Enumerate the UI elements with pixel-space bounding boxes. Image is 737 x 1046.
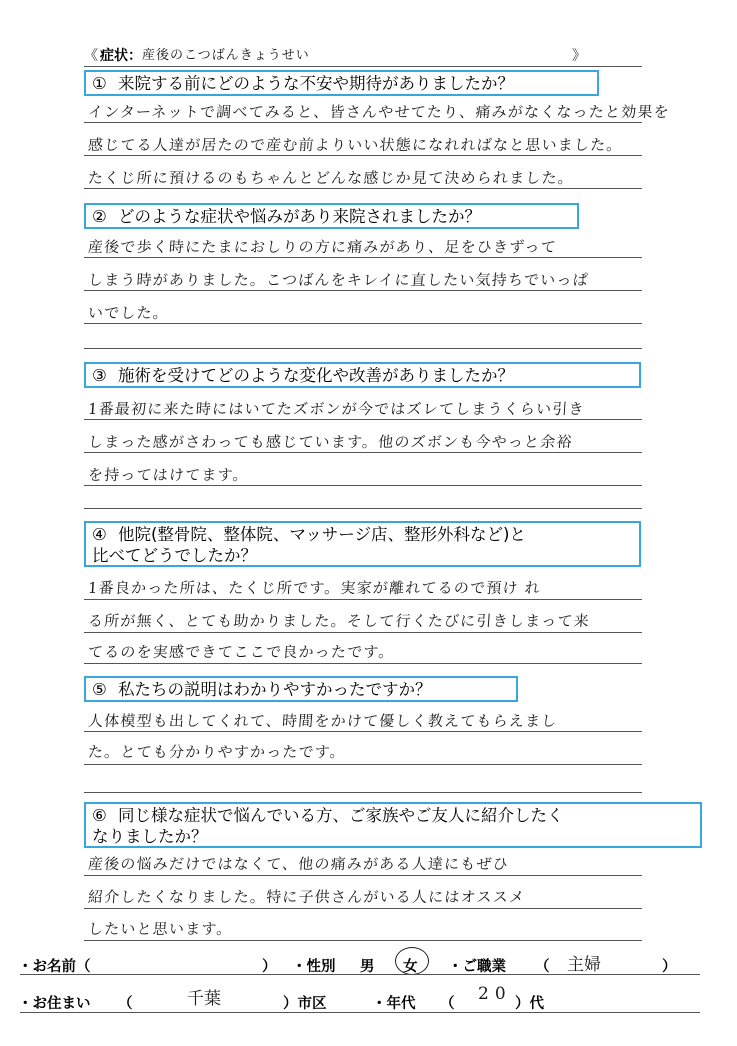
name-close: ） [262,959,277,975]
rule [84,257,642,258]
question-text: どのような症状や悩みがあり来院されましたか？ [118,207,481,226]
rule [84,663,642,664]
symptom-value: 産後のこつばんきょうせい [142,48,310,63]
gender-male: 男 [360,959,375,975]
job-open: （ [535,959,550,975]
rule [84,792,642,793]
answer-line: てるのを実感できてここで良かったです。 [87,643,396,661]
rule [84,290,642,291]
rule [84,940,642,941]
answer-line: いでした。 [87,304,170,322]
answer-line: を持ってはけてます。 [87,466,250,484]
answer-line: 紹介したくなりました。特に子供さんがいる人にはオススメ [87,888,526,906]
question-text: 来院する前にどのような不安や期待がありましたか？ [118,74,514,93]
footer-rule [20,1012,700,1013]
rule [84,508,642,509]
gender-label: ・性別 [292,959,336,975]
rule [84,348,642,349]
question-6 [84,802,702,848]
question-number: ⑤ [92,680,107,699]
answer-line: 1番良かった所は、たくじ所です。実家が離れてるので預け れ [87,579,542,597]
address-open: （ [118,996,133,1012]
rule [84,731,642,732]
answer-line: 人体模型も出してくれて、時間をかけて優しく教えてもらえまし [87,712,559,730]
job-close: ） [662,959,677,975]
question-text: 施術を受けてどのような変化や改善がありましたか？ [118,366,514,385]
address-label: ・お住まい [18,996,91,1012]
age-value: 20 [478,984,512,1004]
age-label: ・年代 [372,996,416,1012]
open-bracket: 《 [84,48,98,64]
close-bracket: 》 [572,48,586,64]
gender-female: 女 [403,959,418,975]
question-2 [84,203,579,229]
question-5 [84,676,518,702]
rule [84,599,642,600]
question-number: ① [92,74,107,93]
question-4 [84,521,641,567]
answer-line: 産後の悩みだけではなくて、他の痛みがある人達にもぜひ [87,855,510,873]
question-text: 同じ様な症状で悩んでいる方、ご家族やご友人に紹介したく [118,806,564,825]
rule [84,323,642,324]
question-3 [84,362,641,388]
rule [84,908,642,909]
footer-rule [20,974,700,975]
answer-line: しまった感がさわっても感じています。他のズボンも今やっと余裕 [87,433,574,451]
answer-line: る所が無く、とても助かりました。そして行くたびに引きしまって来 [87,612,591,630]
rule [84,188,642,189]
question-number: ② [92,207,107,226]
answer-line: しまう時がありました。こつばんをキレイに直したい気持ちでいっぱ [87,271,590,289]
question-text: 比べてどうでしたか？ [92,546,257,565]
address-close: ）市区 [283,996,327,1012]
answer-line: 感じてる人達が居たので産む前よりいい状態になれればなと思いました。 [87,136,624,154]
answer-line: た。とても分かりやすかったです。 [87,743,347,761]
question-number: ③ [92,366,107,385]
job-value: 主婦 [567,955,601,975]
job-label: ・ご職業 [448,959,506,975]
age-open: （ [440,996,455,1012]
question-text: なりましたか？ [92,827,208,846]
rule [84,764,642,765]
rule [84,875,642,876]
rule [84,66,642,67]
question-text: 他院(整骨院、整体院、マッサージ店、整形外科など)と [118,525,526,544]
answer-line: したいと思います。 [87,920,234,938]
question-number: ④ [92,525,107,544]
question-1 [84,70,599,96]
rule [84,155,642,156]
rule [84,485,642,486]
rule [84,419,642,420]
rule [84,122,642,123]
rule [84,632,642,633]
answer-line: 1番最初に来た時にはいてたズボンが今ではズレてしまうくらい引き [87,400,586,418]
name-label: ・お名前（ [18,959,91,975]
question-text: 私たちの説明はわかりやすかったですか？ [118,680,432,699]
symptom-label: 症状： [100,48,142,64]
answer-line: インターネットで調べてみると、皆さんやせてたり、痛みがなくなったと効果を [87,103,671,121]
answer-line: たくじ所に預けるのもちゃんとどんな感じか見て決められました。 [87,169,575,187]
address-value: 千葉 [187,989,221,1009]
answer-line: 産後で歩く時にたまにおしりの方に痛みがあり、足をひきずって [87,238,558,256]
question-number: ⑥ [92,806,107,825]
rule [84,452,642,453]
symptom-header [84,42,584,66]
age-close: ）代 [515,996,544,1012]
